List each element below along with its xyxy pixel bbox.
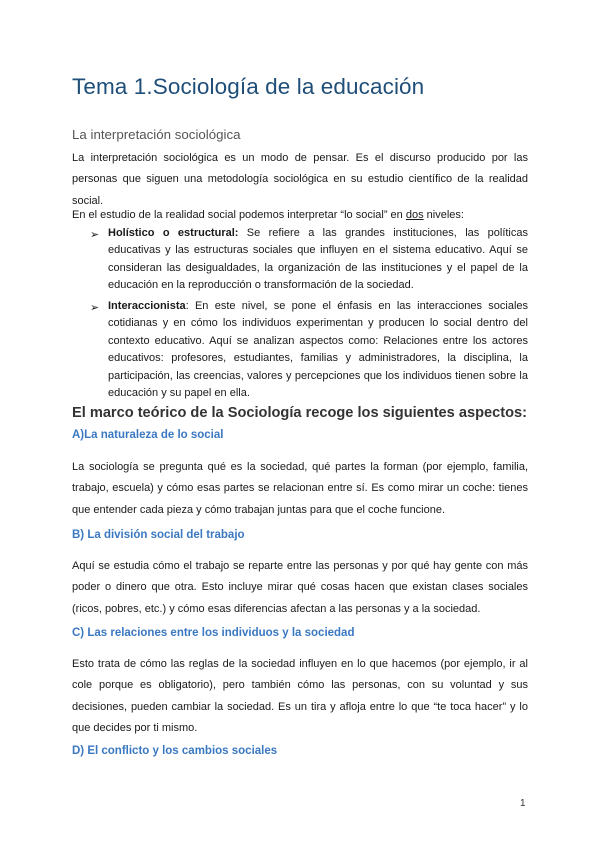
paragraph-interpretacion: La interpretación sociológica es un modo de pensar. Es el discurso producido por las personas que siguen una metodología sociológica en su estudio científico de la realidad social. [72, 152, 528, 207]
paragraph-a: La sociología se pregunta qué es la sociedad, qué partes la forman (por ejemplo, familia, trabajo, escuela) y cómo esas partes se relacionan entre sí. Es como mirar un coche: tienes que entender cada pieza y cómo trabajan juntas para que el coche funcione. [72, 461, 528, 516]
intro-text-pre: En el estudio de la realidad social podemos interpretar “lo social” en [72, 209, 406, 221]
intro-text-post: niveles: [423, 209, 464, 221]
bullet-holistico [108, 225, 528, 295]
page-title: Tema 1.Sociología de la educación [72, 74, 425, 99]
paragraph-b: Aquí se estudia cómo el trabajo se reparte entre las personas y por qué hay gente con más poder o dinero que otra. Esto incluye mirar qué cosas hacen que existan clases sociales (ricos, pobres, etc.) y cómo esas diferencias afectan a las personas y a la sociedad. [72, 560, 528, 615]
section-heading-marco-teorico: El marco teórico de la Sociología recoge los siguientes aspectos: [72, 405, 527, 421]
bullet-interaccionista-term: Interaccionista [108, 300, 186, 312]
arrow-bullet-icon: ➢ [90, 229, 100, 241]
subsection-heading-a: A)La naturaleza de lo social [72, 429, 224, 441]
section-heading-interpretacion: La interpretación sociológica [72, 127, 241, 142]
bullet-holistico-term: Holístico o estructural: [108, 227, 239, 239]
bullet-interaccionista [108, 298, 528, 402]
subsection-heading-c: C) Las relaciones entre los individuos y la sociedad [72, 627, 355, 639]
paragraph-niveles-intro [72, 209, 464, 221]
arrow-bullet-icon: ➢ [90, 302, 100, 314]
subsection-heading-b: B) La división social del trabajo [72, 529, 245, 541]
bullet-interaccionista-text: : En este nivel, se pone el énfasis en las interacciones sociales cotidianas y en cómo los individuos experimentan y producen lo social dentro del contexto educativo. Aquí se analizan aspectos como: Relaciones entre los actores educativos: profesores, estudiantes, familias y administradores, la disciplina, la participación, las creencias, valores y percepciones que los individuos tienen sobre la educación y su papel en ella. [108, 300, 528, 400]
page-number: 1 [520, 798, 526, 809]
subsection-heading-d: D) El conflicto y los cambios sociales [72, 745, 278, 757]
bullet-holistico-text: Se refiere a las grandes instituciones, las políticas educativas y las estructuras sociales que influyen en el sistema educativo. Aquí se consideran las desigualdades, la organización de las instituciones y el papel de la educación en la reproducción o transformación de la sociedad. [108, 227, 528, 292]
intro-text-underlined: dos [405, 209, 424, 221]
paragraph-c: Esto trata de cómo las reglas de la sociedad influyen en lo que hacemos (por ejemplo, ir al cole porque es obligatorio), pero también cómo las personas, con su voluntad y sus decisiones, pueden cambiar la sociedad. Es un tira y afloja entre lo que “te toca hacer” y lo que decides por ti mismo. [72, 658, 528, 734]
